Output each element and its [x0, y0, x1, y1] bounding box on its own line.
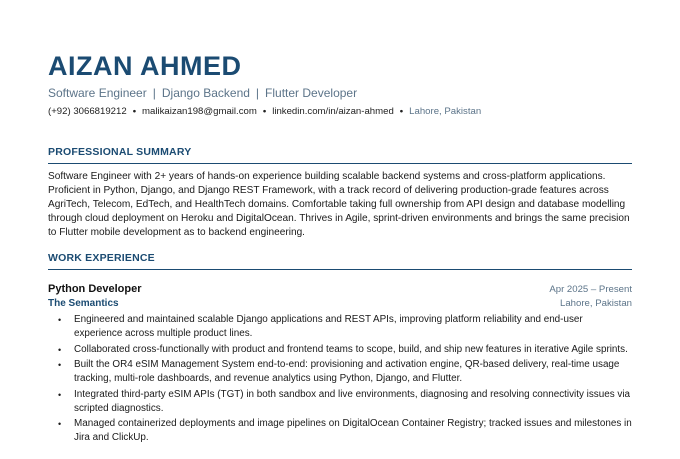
job-location: Lahore, Pakistan: [560, 298, 632, 309]
list-item: [48, 343, 632, 357]
bullet-icon: •: [58, 344, 62, 355]
title-separator: |: [255, 86, 260, 100]
experience-heading: WORK EXPERIENCE: [48, 252, 155, 264]
summary-text: Software Engineer with 2+ years of hands-on experience building scalable backend systems and cross-platform applications. Proficient in Python, Django, and Django REST Framework, with a track record of delivering production-grade features across AgriTech, Telecom, EdTech, and HealthTech domains. Comfortable taking full ownership from API design and database modelling through cloud deployment on Heroku and DigitalOcean. Thrives in Agile, sprint-driven environments and brings the same precision to Flutter mobile development as to backend engineering.: [48, 171, 630, 238]
contact-separator: •: [132, 106, 137, 117]
bullet-icon: •: [58, 419, 62, 429]
job-bullet-list: [48, 313, 632, 447]
bullet-icon: •: [58, 389, 62, 400]
job-dates: Apr 2025 – Present: [549, 284, 632, 295]
title-django-backend: Django Backend: [161, 86, 250, 100]
bullet-text: Managed containerized deployments and image pipelines on DigitalOcean Container Registry; tracked issues and milestones in Jira and ClickUp.: [74, 418, 632, 443]
bullet-text: Integrated third-party eSIM APIs (TGT) in both sandbox and live environments, diagnosing and resolving connectivity issues via scripted diagnostics.: [74, 388, 631, 414]
title-separator: |: [152, 86, 156, 100]
summary-heading: PROFESSIONAL SUMMARY: [48, 146, 192, 158]
job-title: Python Developer: [48, 283, 142, 295]
title-software-engineer: Software Engineer: [48, 86, 147, 100]
candidate-name: AIZAN AHMED: [48, 51, 242, 81]
contact-email[interactable]: malikaizan198@gmail.com: [142, 106, 257, 117]
bullet-icon: •: [58, 315, 62, 325]
job-company: The Semantics: [48, 298, 119, 309]
contact-line: [48, 105, 481, 118]
list-item: [48, 417, 632, 445]
contact-separator: •: [262, 106, 267, 117]
bullet-text: Engineered and maintained scalable Django applications and REST APIs, improving platform reliability and end-user experience across multiple product lines.: [74, 314, 583, 339]
professional-titles: [48, 86, 357, 101]
experience-divider: [48, 269, 632, 270]
list-item: [48, 358, 632, 386]
bullet-icon: •: [58, 360, 62, 370]
title-flutter-developer: Flutter Developer: [265, 86, 358, 100]
contact-phone: (+92) 3066819212: [48, 106, 127, 117]
bullet-text: Built the OR4 eSIM Management System end-to-end: provisioning and activation engine, QR-based delivery, real-time usage tracking, multi-role dashboards, and revenue analytics using Python, Django, and Flutter.: [74, 359, 620, 384]
summary-divider: [48, 163, 632, 164]
bullet-text: Collaborated cross-functionally with product and frontend teams to scope, build, and ship new features in iterative Agile sprints.: [74, 343, 628, 355]
list-item: [48, 388, 632, 416]
contact-linkedin[interactable]: linkedin.com/in/aizan-ahmed: [272, 106, 394, 117]
contact-separator: •: [399, 106, 404, 117]
list-item: [48, 313, 632, 341]
contact-location: Lahore, Pakistan: [409, 106, 482, 117]
